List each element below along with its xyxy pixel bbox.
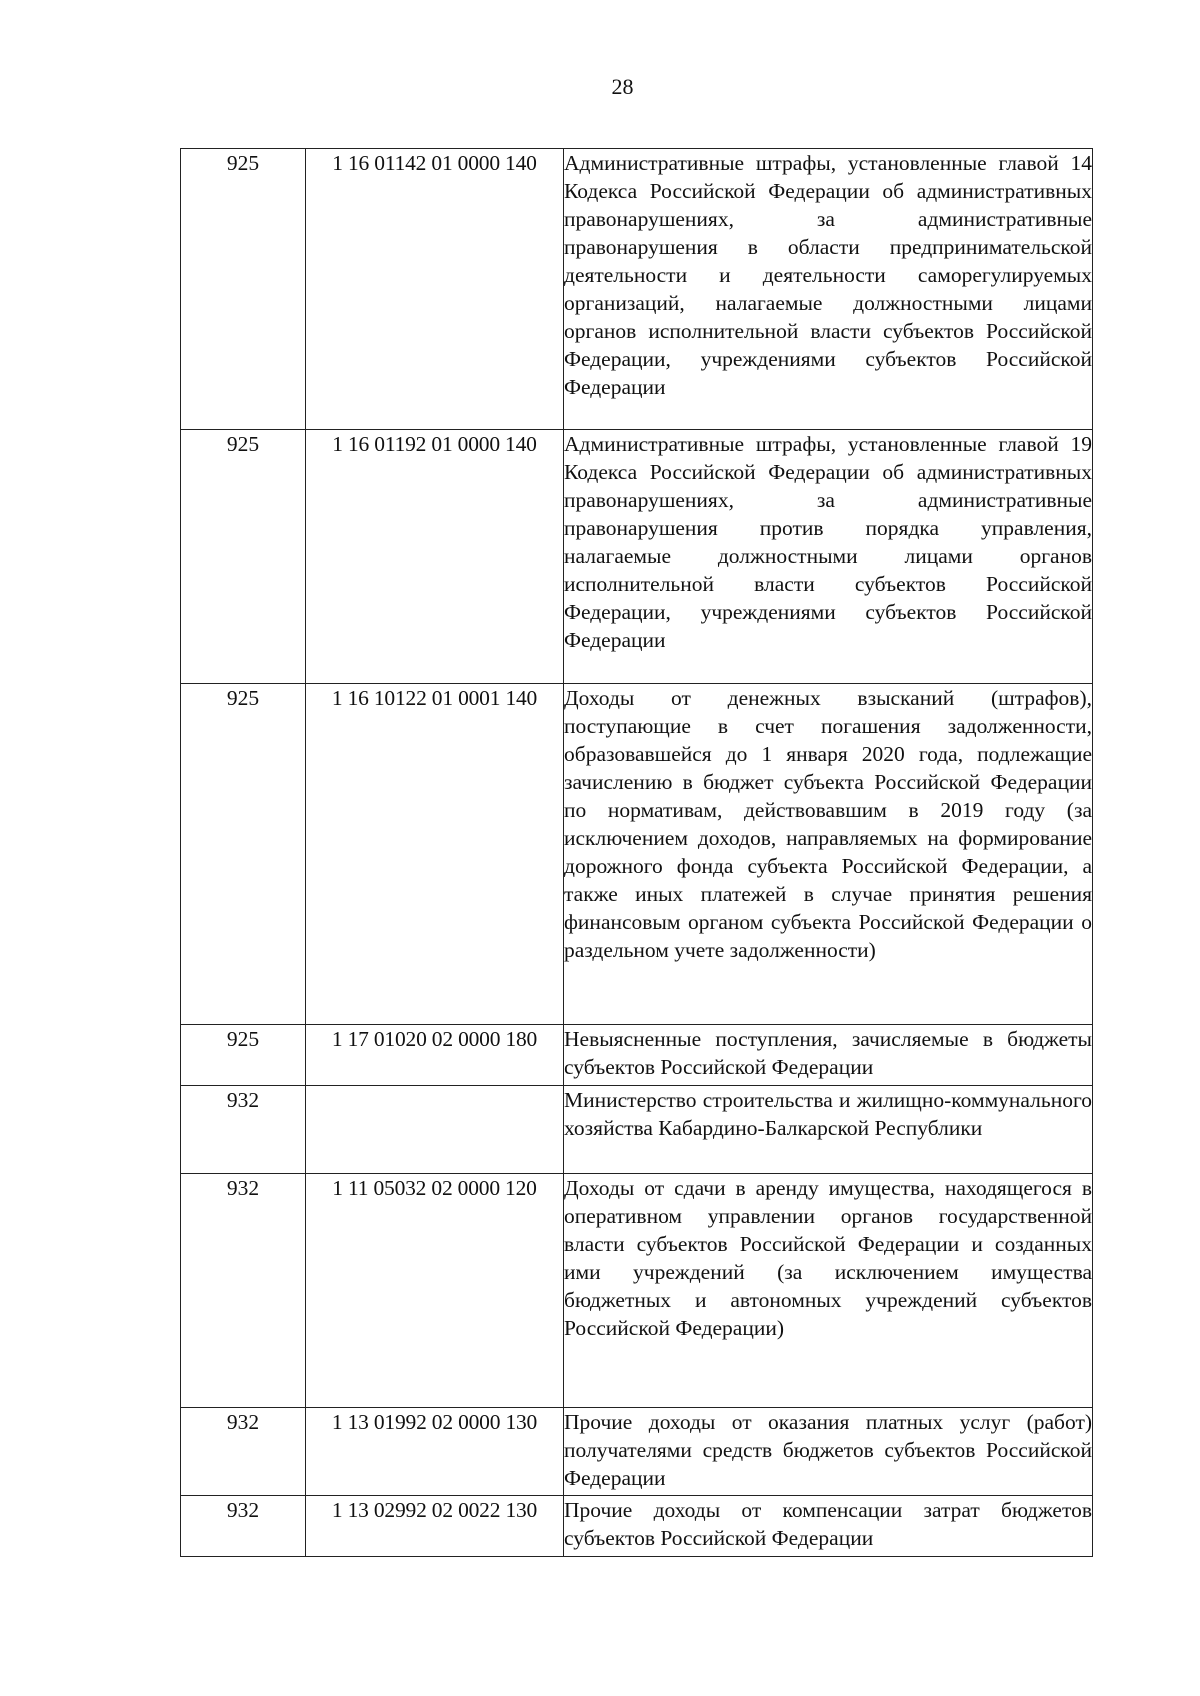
admin-code-cell: 925 [181, 149, 306, 430]
revenue-codes-table [180, 148, 1093, 1557]
table-row [181, 1086, 1093, 1174]
admin-code-cell: 925 [181, 684, 306, 1025]
table-row [181, 1025, 1093, 1086]
admin-code-cell: 932 [181, 1086, 306, 1174]
table-row [181, 430, 1093, 684]
budget-code-cell: 1 16 10122 01 0001 140 [306, 684, 564, 1025]
budget-code-cell [306, 1086, 564, 1174]
budget-code-cell: 1 11 05032 02 0000 120 [306, 1174, 564, 1408]
admin-code-cell: 925 [181, 430, 306, 684]
table-row [181, 684, 1093, 1025]
revenue-name-cell: Доходы от сдачи в аренду имущества, находящегося в оперативном управлении органов государственной власти субъектов Российской Федерации и созданных ими учреждений (за исключением имущества бюджетных и автономных учреждений субъектов Российской Федерации) [564, 1174, 1093, 1408]
budget-code-cell: 1 13 02992 02 0022 130 [306, 1496, 564, 1557]
revenue-name-cell: Министерство строительства и жилищно-коммунального хозяйства Кабардино-Балкарской Республики [564, 1086, 1093, 1174]
revenue-name-cell: Невыясненные поступления, зачисляемые в бюджеты субъектов Российской Федерации [564, 1025, 1093, 1086]
budget-code-cell: 1 16 01192 01 0000 140 [306, 430, 564, 684]
revenue-name-cell: Прочие доходы от оказания платных услуг (работ) получателями средств бюджетов субъектов Российской Федерации [564, 1408, 1093, 1496]
budget-code-cell: 1 16 01142 01 0000 140 [306, 149, 564, 430]
revenue-name-cell: Доходы от денежных взысканий (штрафов), поступающие в счет погашения задолженности, образовавшейся до 1 января 2020 года, подлежащие зачислению в бюджет субъекта Российской Федерации по нормативам, действовавшим в 2019 году (за исключением доходов, направляемых на формирование дорожного фонда субъекта Российской Федерации, а также иных платежей в случае принятия решения финансовым органом субъекта Российской Федерации о раздельном учете задолженности) [564, 684, 1093, 1025]
admin-code-cell: 932 [181, 1174, 306, 1408]
revenue-name-cell: Административные штрафы, установленные главой 19 Кодекса Российской Федерации об административных правонарушениях, за административные правонарушения против порядка управления, налагаемые должностными лицами органов исполнительной власти субъектов Российской Федерации, учреждениями субъектов Российской Федерации [564, 430, 1093, 684]
table-row [181, 1174, 1093, 1408]
admin-code-cell: 925 [181, 1025, 306, 1086]
page-number: 28 [611, 74, 634, 99]
table-row [181, 1496, 1093, 1557]
admin-code-cell: 932 [181, 1408, 306, 1496]
budget-code-cell: 1 13 01992 02 0000 130 [306, 1408, 564, 1496]
admin-code-cell: 932 [181, 1496, 306, 1557]
revenue-name-cell: Прочие доходы от компенсации затрат бюджетов субъектов Российской Федерации [564, 1496, 1093, 1557]
budget-code-cell: 1 17 01020 02 0000 180 [306, 1025, 564, 1086]
revenue-name-cell: Административные штрафы, установленные главой 14 Кодекса Российской Федерации об административных правонарушениях, за административные правонарушения в области предпринимательской деятельности и деятельности саморегулируемых организаций, налагаемые должностными лицами органов исполнительной власти субъектов Российской Федерации, учреждениями субъектов Российской Федерации [564, 149, 1093, 430]
table-row [181, 1408, 1093, 1496]
table-row [181, 149, 1093, 430]
